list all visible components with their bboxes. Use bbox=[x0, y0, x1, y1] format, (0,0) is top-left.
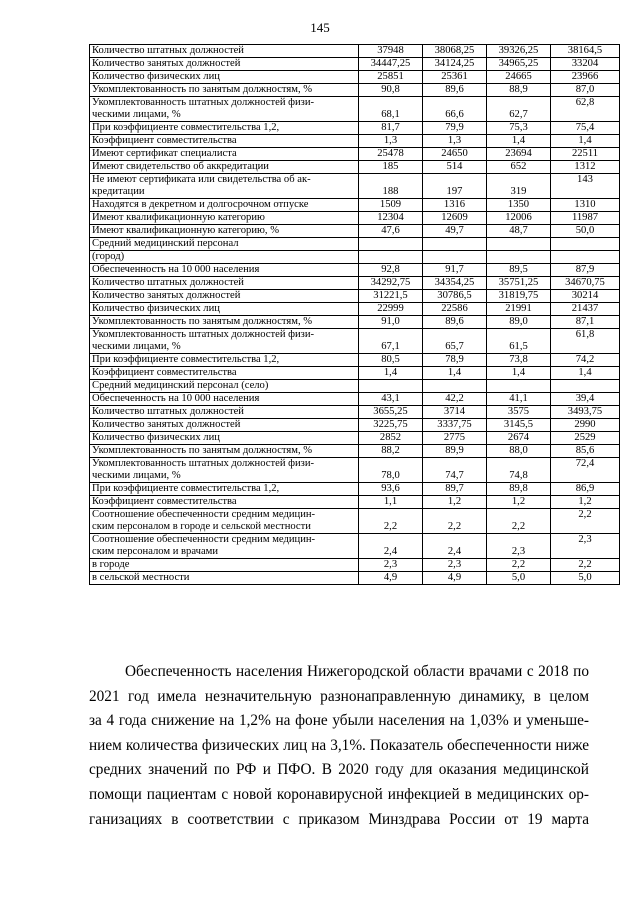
cell-value: 38068,25 bbox=[423, 45, 487, 58]
table-row bbox=[90, 483, 620, 496]
paragraph-line: нием количества физических лиц на 3,1%. Показатель обеспеченности ниже bbox=[89, 736, 589, 754]
cell-value: 22586 bbox=[423, 303, 487, 316]
cell-value: 1,2 bbox=[487, 496, 551, 509]
cell-value: 43,1 bbox=[359, 393, 423, 406]
table-row bbox=[90, 534, 620, 559]
table-row bbox=[90, 445, 620, 458]
cell-value: 1312 bbox=[551, 161, 620, 174]
table-row bbox=[90, 251, 620, 264]
cell-value bbox=[551, 251, 620, 264]
row-label: Количество штатных должностей bbox=[90, 45, 359, 58]
row-label: Коэффициент совместительства bbox=[90, 496, 359, 509]
cell-value: 49,7 bbox=[423, 225, 487, 238]
table-row bbox=[90, 199, 620, 212]
cell-value bbox=[359, 380, 423, 393]
cell-value: 2,2 bbox=[423, 509, 487, 534]
cell-value: 1,4 bbox=[487, 367, 551, 380]
cell-value: 24665 bbox=[487, 71, 551, 84]
cell-value: 5,0 bbox=[551, 572, 620, 585]
cell-value: 66,6 bbox=[423, 97, 487, 122]
row-label: Имеют сертификат специалиста bbox=[90, 148, 359, 161]
cell-value: 12006 bbox=[487, 212, 551, 225]
table-row bbox=[90, 419, 620, 432]
table-row bbox=[90, 496, 620, 509]
table-row bbox=[90, 406, 620, 419]
cell-value: 30786,5 bbox=[423, 290, 487, 303]
table-row bbox=[90, 509, 620, 534]
cell-value: 91,0 bbox=[359, 316, 423, 329]
cell-value: 2775 bbox=[423, 432, 487, 445]
row-label: При коэффициенте совместительства 1,2, bbox=[90, 354, 359, 367]
table-row bbox=[90, 71, 620, 84]
cell-value: 47,6 bbox=[359, 225, 423, 238]
cell-value: 79,9 bbox=[423, 122, 487, 135]
table-row bbox=[90, 84, 620, 97]
cell-value: 23966 bbox=[551, 71, 620, 84]
table-row bbox=[90, 135, 620, 148]
cell-value: 12609 bbox=[423, 212, 487, 225]
row-label: Укомплектованность штатных должностей физи- ческими лицами, % bbox=[90, 97, 359, 122]
cell-value: 39326,25 bbox=[487, 45, 551, 58]
cell-value: 88,2 bbox=[359, 445, 423, 458]
paragraph-line: ганизациях в соответствии с приказом Минздрава России от 19 марта bbox=[89, 810, 589, 828]
table-row bbox=[90, 58, 620, 71]
cell-value: 25478 bbox=[359, 148, 423, 161]
cell-value: 89,0 bbox=[487, 316, 551, 329]
cell-value: 78,9 bbox=[423, 354, 487, 367]
cell-value: 74,7 bbox=[423, 458, 487, 483]
row-label: Соотношение обеспеченности средним медицин- ским персоналом в городе и сельской местности bbox=[90, 509, 359, 534]
cell-value: 81,7 bbox=[359, 122, 423, 135]
row-label: Обеспеченность на 10 000 населения bbox=[90, 393, 359, 406]
row-label: Обеспеченность на 10 000 населения bbox=[90, 264, 359, 277]
table-row bbox=[90, 458, 620, 483]
cell-value: 89,7 bbox=[423, 483, 487, 496]
cell-value: 4,9 bbox=[359, 572, 423, 585]
cell-value: 90,8 bbox=[359, 84, 423, 97]
table-row bbox=[90, 277, 620, 290]
cell-value: 85,6 bbox=[551, 445, 620, 458]
table-row bbox=[90, 45, 620, 58]
table-row bbox=[90, 148, 620, 161]
cell-value: 87,0 bbox=[551, 84, 620, 97]
cell-value: 74,2 bbox=[551, 354, 620, 367]
cell-value: 2,3 bbox=[359, 559, 423, 572]
cell-value: 72,4 bbox=[551, 458, 620, 483]
row-label: Коэффициент совместительства bbox=[90, 367, 359, 380]
cell-value: 31221,5 bbox=[359, 290, 423, 303]
cell-value: 1310 bbox=[551, 199, 620, 212]
cell-value: 86,9 bbox=[551, 483, 620, 496]
cell-value: 197 bbox=[423, 174, 487, 199]
table-row bbox=[90, 354, 620, 367]
cell-value: 68,1 bbox=[359, 97, 423, 122]
table-row bbox=[90, 559, 620, 572]
row-label: Количество занятых должностей bbox=[90, 419, 359, 432]
row-label: Укомплектованность по занятым должностям, % bbox=[90, 445, 359, 458]
cell-value: 21991 bbox=[487, 303, 551, 316]
page-number: 145 bbox=[310, 20, 330, 35]
row-label: Укомплектованность штатных должностей физи- ческими лицами, % bbox=[90, 329, 359, 354]
cell-value bbox=[551, 238, 620, 251]
cell-value: 2,4 bbox=[359, 534, 423, 559]
row-label: При коэффициенте совместительства 1,2, bbox=[90, 483, 359, 496]
row-label: Находятся в декретном и долгосрочном отпуске bbox=[90, 199, 359, 212]
row-label: Количество физических лиц bbox=[90, 432, 359, 445]
cell-value: 1,4 bbox=[423, 367, 487, 380]
cell-value bbox=[423, 238, 487, 251]
row-label: Не имеют сертификата или свидетельства об ак- кредитации bbox=[90, 174, 359, 199]
table-row bbox=[90, 97, 620, 122]
table-row bbox=[90, 264, 620, 277]
table-row bbox=[90, 225, 620, 238]
table-row bbox=[90, 367, 620, 380]
cell-value bbox=[423, 251, 487, 264]
cell-value: 31819,75 bbox=[487, 290, 551, 303]
row-label: Количество штатных должностей bbox=[90, 277, 359, 290]
cell-value: 514 bbox=[423, 161, 487, 174]
cell-value: 87,1 bbox=[551, 316, 620, 329]
row-label: Средний медицинский персонал (село) bbox=[90, 380, 359, 393]
table-row bbox=[90, 380, 620, 393]
row-label: Имеют квалификационную категорию, % bbox=[90, 225, 359, 238]
cell-value: 319 bbox=[487, 174, 551, 199]
table-body bbox=[90, 45, 620, 585]
cell-value: 2,2 bbox=[359, 509, 423, 534]
cell-value: 1,2 bbox=[551, 496, 620, 509]
cell-value: 1316 bbox=[423, 199, 487, 212]
cell-value: 89,5 bbox=[487, 264, 551, 277]
cell-value: 89,8 bbox=[487, 483, 551, 496]
cell-value: 78,0 bbox=[359, 458, 423, 483]
cell-value: 88,0 bbox=[487, 445, 551, 458]
row-label: Имеют квалификационную категорию bbox=[90, 212, 359, 225]
cell-value: 37948 bbox=[359, 45, 423, 58]
cell-value: 42,2 bbox=[423, 393, 487, 406]
cell-value: 25361 bbox=[423, 71, 487, 84]
cell-value: 34354,25 bbox=[423, 277, 487, 290]
cell-value: 80,5 bbox=[359, 354, 423, 367]
cell-value: 88,9 bbox=[487, 84, 551, 97]
table-row bbox=[90, 329, 620, 354]
cell-value: 1,4 bbox=[487, 135, 551, 148]
cell-value: 39,4 bbox=[551, 393, 620, 406]
cell-value: 21437 bbox=[551, 303, 620, 316]
table-row bbox=[90, 303, 620, 316]
cell-value: 62,8 bbox=[551, 97, 620, 122]
row-label: Соотношение обеспеченности средним медицин- ским персоналом и врачами bbox=[90, 534, 359, 559]
cell-value: 3714 bbox=[423, 406, 487, 419]
cell-value: 61,5 bbox=[487, 329, 551, 354]
cell-value bbox=[423, 380, 487, 393]
table-row bbox=[90, 572, 620, 585]
cell-value: 3493,75 bbox=[551, 406, 620, 419]
cell-value: 33204 bbox=[551, 58, 620, 71]
body-paragraph bbox=[89, 660, 589, 832]
row-label: в городе bbox=[90, 559, 359, 572]
cell-value: 3145,5 bbox=[487, 419, 551, 432]
cell-value: 89,9 bbox=[423, 445, 487, 458]
cell-value bbox=[359, 251, 423, 264]
cell-value: 2,2 bbox=[551, 559, 620, 572]
cell-value: 34124,25 bbox=[423, 58, 487, 71]
cell-value: 74,8 bbox=[487, 458, 551, 483]
table-row bbox=[90, 122, 620, 135]
cell-value: 22999 bbox=[359, 303, 423, 316]
cell-value: 50,0 bbox=[551, 225, 620, 238]
cell-value: 34292,75 bbox=[359, 277, 423, 290]
cell-value: 1,2 bbox=[423, 496, 487, 509]
row-label: Коэффициент совместительства bbox=[90, 135, 359, 148]
cell-value: 2529 bbox=[551, 432, 620, 445]
cell-value: 2674 bbox=[487, 432, 551, 445]
row-label: Количество штатных должностей bbox=[90, 406, 359, 419]
cell-value: 73,8 bbox=[487, 354, 551, 367]
cell-value bbox=[487, 251, 551, 264]
cell-value: 2,4 bbox=[423, 534, 487, 559]
cell-value: 89,6 bbox=[423, 316, 487, 329]
cell-value: 1350 bbox=[487, 199, 551, 212]
row-label: Укомплектованность по занятым должностям, % bbox=[90, 316, 359, 329]
cell-value: 2,3 bbox=[551, 534, 620, 559]
table-row bbox=[90, 174, 620, 199]
cell-value: 1509 bbox=[359, 199, 423, 212]
row-label: Количество занятых должностей bbox=[90, 58, 359, 71]
table-row bbox=[90, 161, 620, 174]
paragraph-line: 2021 год имела незначительную разнонаправленную динамику, в целом bbox=[89, 687, 589, 705]
cell-value: 3655,25 bbox=[359, 406, 423, 419]
cell-value: 34965,25 bbox=[487, 58, 551, 71]
cell-value: 2,2 bbox=[487, 559, 551, 572]
row-label: Имеют свидетельство об аккредитации bbox=[90, 161, 359, 174]
staffing-table bbox=[89, 44, 620, 585]
row-label: Средний медицинский персонал bbox=[90, 238, 359, 251]
row-label: Количество физических лиц bbox=[90, 303, 359, 316]
cell-value bbox=[487, 238, 551, 251]
table-row bbox=[90, 432, 620, 445]
cell-value: 4,9 bbox=[423, 572, 487, 585]
cell-value: 5,0 bbox=[487, 572, 551, 585]
cell-value: 2,3 bbox=[487, 534, 551, 559]
cell-value: 75,4 bbox=[551, 122, 620, 135]
row-label: Укомплектованность по занятым должностям, % bbox=[90, 84, 359, 97]
cell-value: 2990 bbox=[551, 419, 620, 432]
paragraph-line: средних значений по РФ и ПФО. В 2020 году для оказания медицинской bbox=[89, 761, 589, 779]
cell-value: 23694 bbox=[487, 148, 551, 161]
cell-value bbox=[487, 380, 551, 393]
cell-value: 48,7 bbox=[487, 225, 551, 238]
cell-value: 1,3 bbox=[359, 135, 423, 148]
cell-value: 65,7 bbox=[423, 329, 487, 354]
table-row bbox=[90, 393, 620, 406]
cell-value: 22511 bbox=[551, 148, 620, 161]
cell-value: 93,6 bbox=[359, 483, 423, 496]
table-row bbox=[90, 238, 620, 251]
cell-value: 67,1 bbox=[359, 329, 423, 354]
cell-value: 652 bbox=[487, 161, 551, 174]
row-label: При коэффициенте совместительства 1,2, bbox=[90, 122, 359, 135]
cell-value: 2,2 bbox=[551, 509, 620, 534]
cell-value: 38164,5 bbox=[551, 45, 620, 58]
cell-value: 35751,25 bbox=[487, 277, 551, 290]
cell-value: 3225,75 bbox=[359, 419, 423, 432]
cell-value: 92,8 bbox=[359, 264, 423, 277]
cell-value: 3575 bbox=[487, 406, 551, 419]
cell-value: 188 bbox=[359, 174, 423, 199]
cell-value: 1,4 bbox=[551, 367, 620, 380]
cell-value: 3337,75 bbox=[423, 419, 487, 432]
cell-value: 41,1 bbox=[487, 393, 551, 406]
row-label: в сельской местности bbox=[90, 572, 359, 585]
cell-value: 1,4 bbox=[359, 367, 423, 380]
cell-value: 1,4 bbox=[551, 135, 620, 148]
cell-value: 185 bbox=[359, 161, 423, 174]
cell-value: 75,3 bbox=[487, 122, 551, 135]
row-label: Количество занятых должностей bbox=[90, 290, 359, 303]
cell-value: 24650 bbox=[423, 148, 487, 161]
row-label: Укомплектованность штатных должностей физи- ческими лицами, % bbox=[90, 458, 359, 483]
cell-value: 2,3 bbox=[423, 559, 487, 572]
cell-value: 89,6 bbox=[423, 84, 487, 97]
cell-value: 1,1 bbox=[359, 496, 423, 509]
cell-value: 61,8 bbox=[551, 329, 620, 354]
cell-value: 143 bbox=[551, 174, 620, 199]
paragraph-line: Обеспеченность населения Нижегородской области врачами с 2018 по bbox=[125, 663, 589, 680]
cell-value: 2,2 bbox=[487, 509, 551, 534]
cell-value: 1,3 bbox=[423, 135, 487, 148]
table-row bbox=[90, 290, 620, 303]
cell-value: 11987 bbox=[551, 212, 620, 225]
cell-value: 12304 bbox=[359, 212, 423, 225]
cell-value: 87,9 bbox=[551, 264, 620, 277]
cell-value: 2852 bbox=[359, 432, 423, 445]
cell-value: 34670,75 bbox=[551, 277, 620, 290]
cell-value: 25851 bbox=[359, 71, 423, 84]
table-row bbox=[90, 212, 620, 225]
row-label: (город) bbox=[90, 251, 359, 264]
paragraph-line: помощи пациентам с новой коронавирусной инфекцией в медицинских ор- bbox=[89, 785, 589, 803]
paragraph-line: за 4 года снижение на 1,2% на фоне убыли населения на 1,03% и уменьше- bbox=[89, 712, 589, 730]
row-label: Количество физических лиц bbox=[90, 71, 359, 84]
cell-value bbox=[551, 380, 620, 393]
table-row bbox=[90, 316, 620, 329]
cell-value: 30214 bbox=[551, 290, 620, 303]
cell-value: 91,7 bbox=[423, 264, 487, 277]
cell-value bbox=[359, 238, 423, 251]
cell-value: 34447,25 bbox=[359, 58, 423, 71]
cell-value: 62,7 bbox=[487, 97, 551, 122]
